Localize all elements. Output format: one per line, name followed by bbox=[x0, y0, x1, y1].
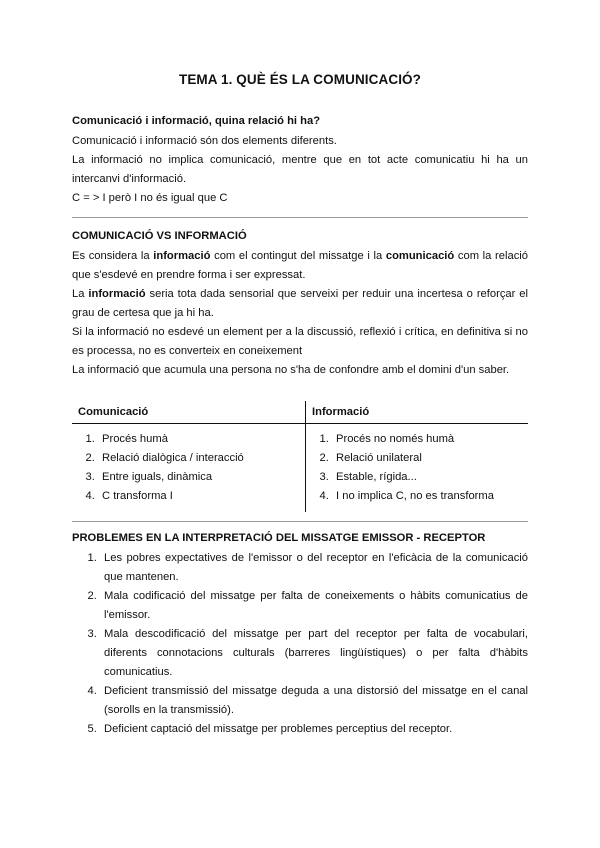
header-comunicacio: Comunicació bbox=[72, 401, 306, 424]
list-item: 1. Les pobres expectatives de l'emissor o del receptor en l'eficàcia de la comunicació que mantenen. bbox=[100, 549, 528, 587]
text-span: com el contingut del missatge i la bbox=[210, 250, 386, 262]
section2-paragraph-2 bbox=[72, 285, 528, 323]
table-body-row bbox=[72, 424, 528, 513]
list-item: 4. I no implica C, no es transforma bbox=[332, 487, 528, 506]
text-span: com la relació que s'esdevé en prendre forma i ser expressat. bbox=[72, 250, 528, 281]
list-item: 1. Procés humà bbox=[98, 430, 305, 449]
section-communication-vs-information bbox=[72, 227, 528, 380]
section2-heading: COMUNICACIÓ VS INFORMACIÓ bbox=[72, 230, 247, 242]
section1-line-3: C = > I però I no és igual que C bbox=[72, 192, 228, 204]
comparison-table bbox=[72, 401, 528, 512]
list-item: 5. Deficient captació del missatge per problemes perceptius del receptor. bbox=[100, 720, 528, 739]
bold-term-informacio: informació bbox=[153, 250, 211, 262]
comunicacio-column bbox=[72, 424, 306, 513]
page-title: TEMA 1. QUÈ ÉS LA COMUNICACIÓ? bbox=[178, 72, 421, 87]
comunicacio-list bbox=[72, 430, 305, 506]
list-item: 3. Entre iguals, dinàmica bbox=[98, 468, 305, 487]
divider-1 bbox=[72, 217, 528, 218]
list-item: 2. Relació unilateral bbox=[332, 449, 528, 468]
section2-paragraph-4: La informació que acumula una persona no s'ha de confondre amb el domini d'un saber. bbox=[72, 364, 510, 376]
informacio-column bbox=[306, 424, 529, 513]
list-item: 3. Estable, rígida... bbox=[332, 468, 528, 487]
divider-2 bbox=[72, 521, 528, 522]
bold-term-informacio: informació bbox=[88, 288, 146, 300]
list-item: 2. Relació dialògica / interacció bbox=[98, 449, 305, 468]
bold-term-comunicacio: comunicació bbox=[385, 250, 455, 262]
section1-line-2: La informació no implica comunicació, mentre que en tot acte comunicatiu hi ha un intercanvi d'informació. bbox=[72, 154, 528, 185]
section3-heading: PROBLEMES EN LA INTERPRETACIÓ DEL MISSATGE EMISSOR - RECEPTOR bbox=[72, 532, 486, 544]
list-item: 4. Deficient transmissió del missatge deguda a una distorsió del missatge en el canal (sorolls en la transmissió). bbox=[100, 682, 528, 720]
list-item: 4. C transforma I bbox=[98, 487, 305, 506]
section1-heading: Comunicació i informació, quina relació hi ha? bbox=[72, 115, 321, 127]
list-item: 2. Mala codificació del missatge per falta de coneixements o hàbits comunicatius de l'emissor. bbox=[100, 587, 528, 625]
section-interpretation-problems bbox=[72, 529, 528, 739]
text-span: Es considera la bbox=[72, 250, 154, 262]
text-span: La bbox=[72, 288, 89, 300]
informacio-list bbox=[306, 430, 528, 506]
list-item: 3. Mala descodificació del missatge per part del receptor per falta de vocabulari, diferents connotacions culturals (barreres lingüístiques) o per falta d'hàbits comunicatius. bbox=[100, 625, 528, 682]
table-header-row bbox=[72, 401, 528, 424]
header-informacio: Informació bbox=[306, 401, 529, 424]
text-span: seria tota dada sensorial que serveixi per reduir una incertesa o reforçar el grau de certesa que ja hi ha. bbox=[72, 288, 528, 319]
section2-paragraph-3: Si la informació no esdevé un element per a la discussió, reflexió i crítica, en definitiva si no es processa, no es converteix en coneixement bbox=[72, 326, 528, 357]
problems-list bbox=[72, 549, 528, 739]
section1-line-1: Comunicació i informació són dos elements diferents. bbox=[72, 135, 337, 147]
list-item: 1. Procés no només humà bbox=[332, 430, 528, 449]
section2-paragraph-1 bbox=[72, 247, 528, 285]
section-communication-information bbox=[72, 112, 528, 208]
